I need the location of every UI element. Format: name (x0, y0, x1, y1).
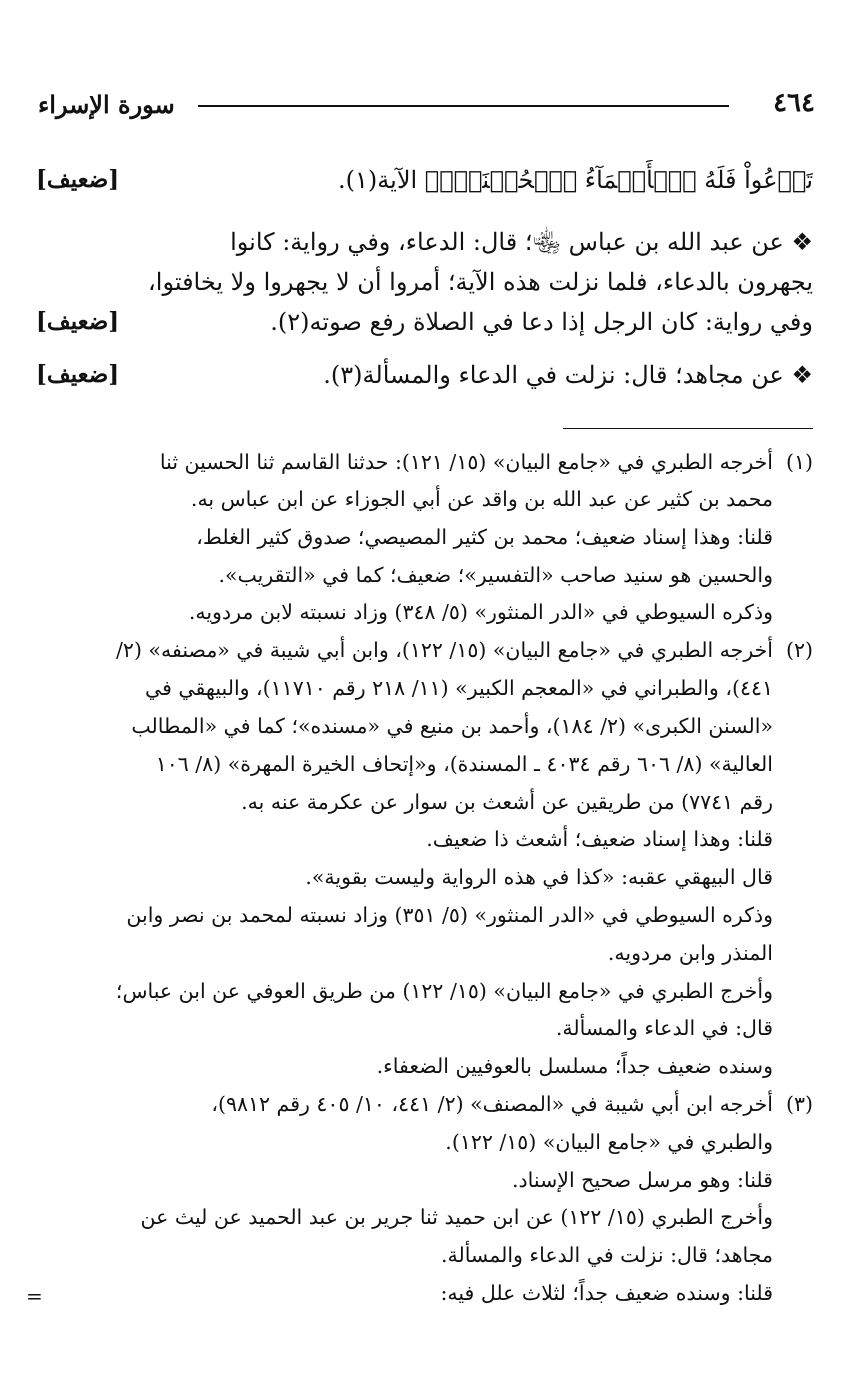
footnote-line: والحسين هو سنيد صاحب «التفسير»؛ ضعيف؛ كما في «التقريب». (218, 563, 773, 587)
footnote-line: مجاهد؛ قال: نزلت في الدعاء والمسألة. (440, 1243, 773, 1267)
footnote-line: قال: في الدعاء والمسألة. (555, 1016, 773, 1040)
footnote-line: قلنا: وهو مرسل صحيح الإسناد. (512, 1168, 773, 1192)
footnote-line: وسنده ضعيف جداً؛ مسلسل بالعوفيين الضعفاء. (376, 1054, 773, 1078)
surah-title: سورة الإسراء (38, 90, 175, 119)
footnote-line: المنذر وابن مردويه. (607, 941, 773, 965)
grade-label: [ضعيف] (36, 361, 120, 388)
main-line-text: وفي رواية: كان الرجل إذا دعا في الصلاة رفع صوته(٢). (270, 308, 813, 336)
grade-label: [ضعيف] (36, 166, 120, 193)
footnote-line: وذكره السيوطي في «الدر المنثور» (٥/ ٣٥١) وزاد نسبته لمحمد بن نصر وابن (126, 903, 773, 927)
page-header (38, 88, 815, 124)
footnote-line: قلنا: وسنده ضعيف جداً؛ لثلاث علل فيه: (440, 1281, 773, 1305)
main-line (36, 302, 813, 342)
footnote-number: (٢) (785, 638, 813, 662)
footnote-divider (563, 428, 813, 429)
main-line-text: يجهرون بالدعاء، فلما نزلت هذه الآية؛ أمروا أن لا يجهروا ولا يخافتوا، (148, 268, 813, 296)
footnote-line: قال البيهقي عقبه: «كذا في هذه الرواية وليست بقوية». (305, 865, 773, 889)
main-line-text: ❖ عن مجاهد؛ قال: نزلت في الدعاء والمسألة(٣). (323, 361, 813, 389)
footnote-line: وأخرج الطبري في «جامع البيان» (١٥/ ١٢٢) من طريق العوفي عن ابن عباس؛ (115, 979, 773, 1003)
footnote-line: رقم ٧٧٤١) من طريقين عن أشعث بن سوار عن عكرمة عنه به. (241, 790, 773, 814)
main-line (36, 160, 813, 200)
main-line-text: تَدۡعُواْ فَلَهُ ٱلۡأَسۡمَآءُ ٱلۡحُسۡنَىٰۚ﴾ الآية(١). (338, 166, 813, 194)
page-number: ٤٦٤ (773, 88, 815, 118)
main-line (36, 222, 813, 262)
footnote-line: «السنن الكبرى» (٢/ ١٨٤)، وأحمد بن منيع في «مسنده»؛ كما في «المطالب (131, 714, 773, 738)
header-rule (198, 105, 729, 107)
footnote-line: والطبري في «جامع البيان» (١٥/ ١٢٢). (445, 1130, 773, 1154)
footnote-number: (١) (785, 450, 813, 474)
footnote-line: أخرجه الطبري في «جامع البيان» (١٥/ ١٢٢)، وابن أبي شيبة في «مصنفه» (٢/ (116, 638, 773, 662)
footnote-line: أخرجه الطبري في «جامع البيان» (١٥/ ١٢١): حدثنا القاسم ثنا الحسين ثنا (159, 450, 773, 474)
footnote-number: (٣) (785, 1092, 813, 1116)
footnote-line: أخرجه ابن أبي شيبة في «المصنف» (٢/ ٤٤١، ١٠/ ٤٠٥ رقم ٩٨١٢)، (211, 1092, 773, 1116)
footnote-line: ٤٤١)، والطبراني في «المعجم الكبير» (١١/ ٢١٨ رقم ١١٧١٠)، والبيهقي في (145, 676, 773, 700)
margin-mark: = (26, 1284, 43, 1308)
main-line (36, 355, 813, 395)
footnote-line: محمد بن كثير عن عبد الله بن واقد عن أبي الجوزاء عن ابن عباس به. (190, 487, 773, 511)
footnote-line: العالية» (٨/ ٦٠٦ رقم ٤٠٣٤ ـ المسندة)، و«إتحاف الخيرة المهرة» (٨/ ١٠٦ (155, 752, 773, 776)
footnote-line: وذكره السيوطي في «الدر المنثور» (٥/ ٣٤٨) وزاد نسبته لابن مردويه. (188, 600, 773, 624)
footnote-line: قلنا: وهذا إسناد ضعيف؛ أشعث ذا ضعيف. (426, 827, 773, 851)
grade-label: [ضعيف] (36, 308, 120, 335)
main-line-text: ❖ عن عبد الله بن عباس ﵄؛ قال: الدعاء، وفي رواية: كانوا (230, 228, 813, 256)
footnote-line: وأخرج الطبري (١٥/ ١٢٢) عن ابن حميد ثنا جرير بن عبد الحميد عن ليث عن (140, 1205, 773, 1229)
main-line (36, 262, 813, 302)
footnote-line: قلنا: وهذا إسناد ضعيف؛ محمد بن كثير المصيصي؛ صدوق كثير الغلط، (196, 525, 773, 549)
